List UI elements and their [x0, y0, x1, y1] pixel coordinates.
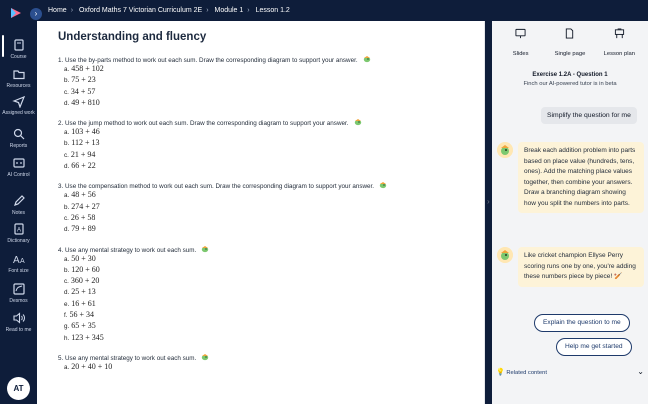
sidebar-item-label: Read to me	[5, 327, 32, 333]
question	[58, 118, 484, 172]
part-expression: 360 + 20	[70, 276, 100, 286]
part-label: a.	[64, 255, 70, 263]
question-part	[64, 213, 484, 224]
app-logo-icon[interactable]	[9, 6, 23, 20]
question-part	[64, 64, 484, 75]
breadcrumb-home[interactable]: Home	[48, 7, 67, 14]
question-part	[64, 362, 484, 373]
breadcrumb	[37, 0, 648, 21]
sidebar-item-label: Font size	[8, 268, 29, 274]
part-label: c.	[64, 151, 69, 159]
finch-avatar-icon	[497, 142, 513, 158]
question-part	[64, 190, 484, 201]
sidebar-item-label: Resources	[6, 83, 31, 89]
question-part	[64, 127, 484, 138]
part-expression: 34 + 57	[70, 86, 96, 96]
part-expression: 75 + 23	[71, 75, 96, 85]
lesson-plan-button[interactable]: Lesson plan	[596, 28, 642, 63]
part-expression: 112 + 13	[71, 138, 100, 148]
sidebar-item-reports[interactable]	[0, 127, 37, 149]
question	[58, 181, 484, 235]
finch-helper-icon[interactable]	[353, 118, 363, 126]
sidebar-item-desmos[interactable]	[0, 282, 37, 304]
breadcrumb-course[interactable]: Oxford Maths 7 Victorian Curriculum 2E	[78, 7, 203, 14]
page-icon	[564, 28, 575, 39]
question-text: 5. Use any mental strategy to work out each sum.	[58, 353, 484, 362]
question-parts	[58, 362, 484, 373]
ai-control-icon	[12, 156, 26, 170]
folder-icon	[12, 67, 26, 81]
chevron-right-icon: ›	[247, 7, 250, 14]
question-part	[64, 310, 484, 321]
sidebar-item-label: Course	[10, 54, 27, 60]
part-label: d.	[64, 99, 70, 107]
part-expression: 65 + 35	[71, 321, 96, 331]
chevron-right-icon: ›	[206, 7, 209, 14]
lesson-plan-icon	[614, 28, 625, 39]
question	[58, 245, 484, 344]
svg-text:A: A	[19, 258, 25, 265]
part-label: g.	[64, 323, 70, 331]
sidebar-item-read-to-me[interactable]	[0, 311, 37, 333]
part-expression: 25 + 13	[71, 287, 96, 297]
sidebar-item-ai-control[interactable]	[0, 156, 37, 178]
breadcrumb-lesson: Lesson 1.2	[255, 7, 290, 14]
finch-helper-icon[interactable]	[378, 181, 388, 189]
question-part	[64, 254, 484, 265]
question-part	[64, 150, 484, 161]
part-expression: 16 + 61	[71, 298, 96, 308]
sidebar-item-label: AI Control	[7, 172, 30, 178]
sidebar-item-assigned-work[interactable]	[0, 94, 37, 116]
question-part	[64, 138, 484, 149]
user-message: Simplify the question for me	[541, 107, 637, 124]
part-expression: 26 + 58	[70, 212, 96, 222]
part-expression: 50 + 30	[71, 253, 96, 263]
reports-icon	[12, 127, 26, 141]
question-text: 1. Use the by-parts method to work out each sum. Draw the corresponding diagram to support your answer.	[58, 55, 484, 64]
finch-helper-icon[interactable]	[200, 353, 210, 361]
part-label: e.	[64, 300, 70, 308]
sidebar-item-resources[interactable]	[0, 67, 37, 89]
question-part	[64, 87, 484, 98]
part-expression: 48 + 56	[71, 190, 96, 200]
svg-text:A: A	[12, 255, 20, 266]
sidebar-item-label: Desmos	[9, 298, 28, 304]
part-label: a.	[64, 192, 70, 200]
desmos-icon	[12, 282, 26, 296]
tutor-panel	[492, 21, 648, 404]
question-parts	[58, 190, 484, 235]
question	[58, 55, 484, 109]
part-label: b.	[64, 266, 70, 274]
view-toolbar	[492, 21, 648, 63]
avatar[interactable]: AT	[7, 377, 30, 400]
panel-divider	[484, 21, 485, 404]
part-label: c.	[64, 278, 69, 286]
sidebar	[0, 0, 37, 404]
sidebar-item-label: Reports	[9, 143, 28, 149]
question-part	[64, 333, 484, 344]
question-part	[64, 224, 484, 235]
question-part	[64, 265, 484, 276]
part-label: d.	[64, 163, 70, 171]
part-expression: 56 + 34	[69, 310, 95, 320]
slides-icon	[515, 28, 526, 39]
dictionary-icon	[12, 222, 26, 236]
sidebar-item-label: Notes	[11, 210, 26, 216]
part-expression: 274 + 27	[71, 201, 100, 211]
svg-text:A: A	[16, 227, 21, 234]
part-label: d.	[64, 289, 70, 297]
speaker-icon	[12, 311, 26, 325]
single-page-button[interactable]: Single page	[547, 28, 593, 63]
bot-message-text: Like cricket champion Ellyse Perry scoring runs one by one, you're adding these numbers piece by piece! 🏏	[518, 247, 644, 287]
slides-button[interactable]: Slides	[498, 28, 544, 63]
part-expression: 458 + 102	[71, 64, 104, 73]
part-label: f.	[64, 312, 68, 320]
question-parts	[58, 127, 484, 172]
part-expression: 103 + 46	[71, 127, 100, 137]
part-label: b.	[64, 77, 70, 85]
lightbulb-icon: 💡	[496, 369, 505, 376]
help-get-started-button[interactable]: Help me get started	[556, 338, 632, 356]
question-part	[64, 202, 484, 213]
part-expression: 120 + 60	[71, 264, 100, 274]
pencil-icon	[12, 194, 26, 208]
part-label: a.	[64, 66, 70, 73]
question-part	[64, 321, 484, 332]
question-part	[64, 161, 484, 172]
sidebar-item-label: Dictionary	[7, 238, 30, 244]
page-title: Understanding and fluency	[58, 31, 207, 43]
finch-helper-icon[interactable]	[200, 245, 210, 253]
part-label: d.	[64, 226, 70, 234]
finch-helper-icon[interactable]	[362, 55, 372, 63]
question-part	[64, 299, 484, 310]
sidebar-item-notes[interactable]	[0, 194, 37, 216]
explain-question-button[interactable]: Explain the question to me	[534, 314, 630, 332]
question-parts	[58, 64, 484, 109]
part-label: c.	[64, 214, 69, 222]
question-text: 3. Use the compensation method to work out each sum. Draw the corresponding diagram to support your answer.	[58, 181, 484, 190]
send-icon	[12, 94, 26, 108]
part-expression: 21 + 94	[70, 149, 96, 159]
part-expression: 79 + 89	[71, 224, 96, 234]
breadcrumb-module[interactable]: Module 1	[214, 7, 244, 14]
part-expression: 49 + 810	[71, 97, 100, 107]
question-list	[58, 55, 484, 373]
part-label: a.	[64, 363, 70, 371]
chevron-right-icon: ›	[70, 7, 74, 14]
part-label: c.	[64, 88, 69, 96]
sidebar-item-label: Assigned work	[2, 110, 35, 116]
question	[58, 353, 484, 373]
related-content-toggle[interactable]: 💡 Related content ⌄	[496, 367, 644, 376]
part-label: b.	[64, 140, 70, 148]
part-expression: 20 + 40 + 10	[71, 361, 113, 371]
sidebar-collapse-button[interactable]: ›	[30, 8, 42, 20]
question-text: 4. Use any mental strategy to work out each sum.	[58, 245, 484, 254]
part-label: a.	[64, 129, 70, 137]
part-label: b.	[64, 203, 70, 211]
exercise-title: Exercise 1.2A - Question 1	[532, 72, 608, 78]
sidebar-item-font-size[interactable]	[0, 252, 37, 274]
chevron-down-icon: ⌄	[637, 367, 644, 376]
chevron-right-icon[interactable]: ›	[487, 197, 490, 206]
part-expression: 66 + 22	[71, 161, 96, 171]
sidebar-item-dictionary[interactable]	[0, 222, 37, 244]
lesson-content	[37, 21, 484, 404]
finch-avatar-icon	[497, 247, 513, 263]
exercise-subtitle: Finch our AI-powered tutor is in beta	[523, 81, 617, 87]
sidebar-item-course[interactable]	[0, 38, 37, 60]
part-expression: 123 + 345	[71, 332, 104, 342]
part-label: h.	[64, 334, 70, 342]
book-icon	[12, 38, 26, 52]
question-part	[64, 98, 484, 109]
question-parts	[58, 254, 484, 344]
question-part	[64, 75, 484, 86]
bot-message-text: Break each addition problem into parts based on place value (hundreds, tens, ones). Add the matching place values together, then combine your answers. Draw a branching diagram showing how you split the numbers into parts.	[518, 142, 644, 213]
question-part	[64, 276, 484, 287]
question-text: 2. Use the jump method to work out each sum. Draw the corresponding diagram to support your answer.	[58, 118, 484, 127]
font-size-icon	[12, 252, 26, 266]
question-part	[64, 287, 484, 298]
